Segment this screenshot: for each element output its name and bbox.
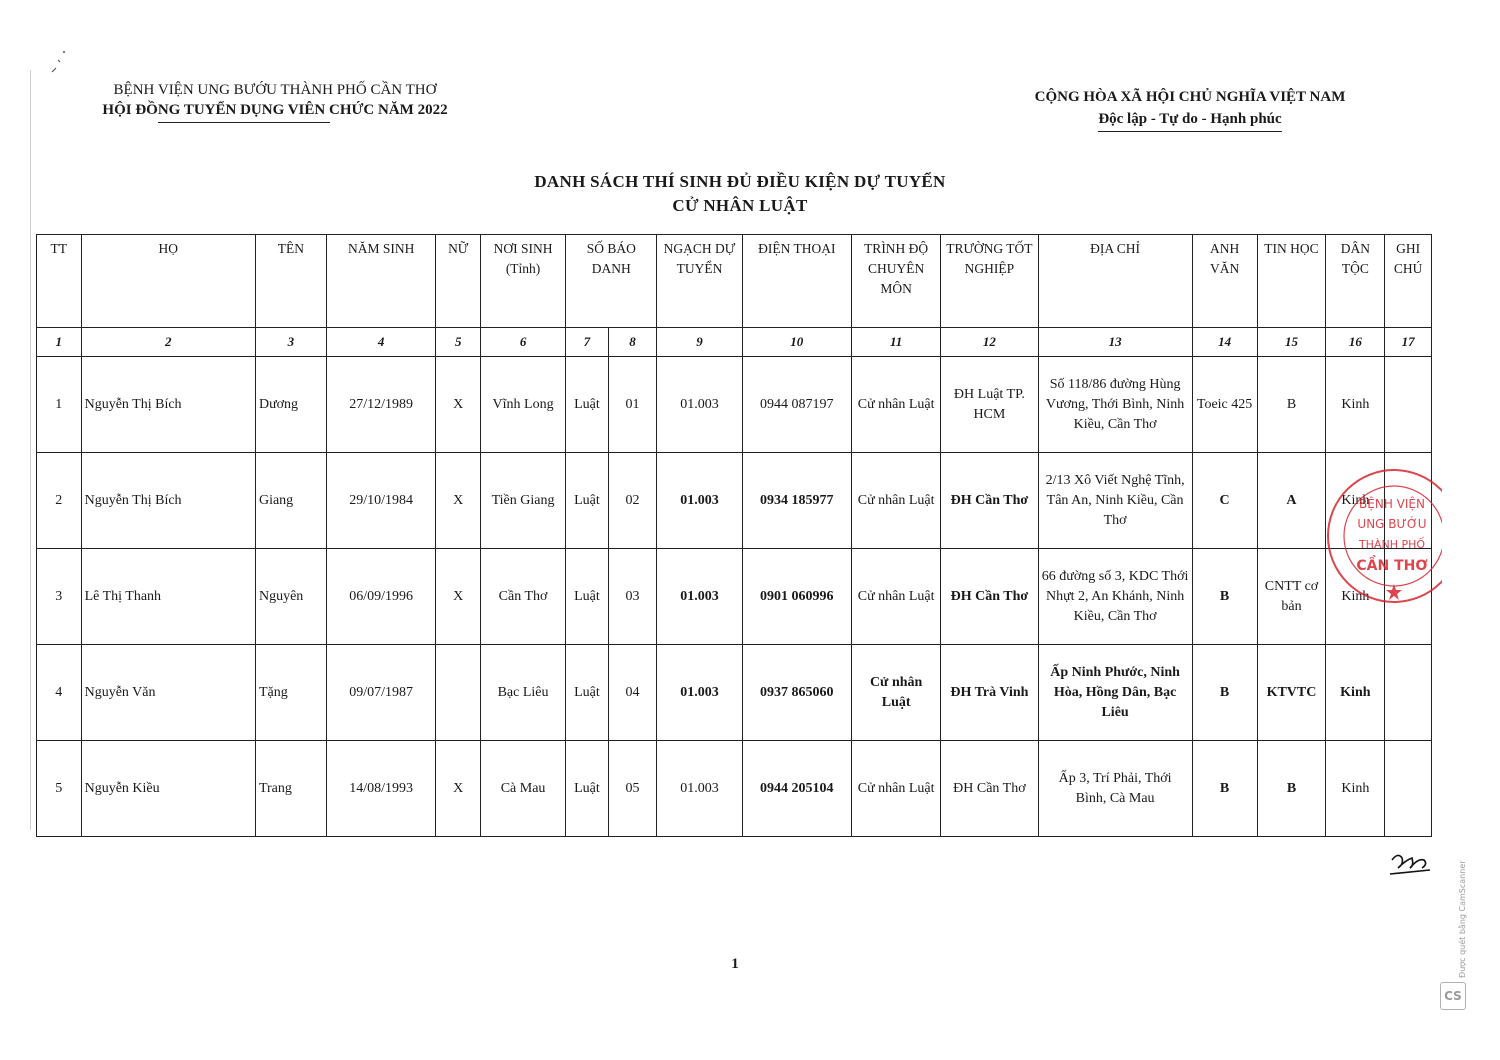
col-header-ho: HỌ bbox=[81, 235, 255, 328]
cell-sbd: 02 bbox=[608, 453, 657, 549]
col-number: 13 bbox=[1038, 328, 1192, 357]
cell-ngach: 01.003 bbox=[657, 549, 742, 645]
cell-dan-toc: Kinh bbox=[1326, 453, 1385, 549]
cell-sbd: 05 bbox=[608, 741, 657, 837]
col-number: 10 bbox=[742, 328, 851, 357]
cell-sbd: 04 bbox=[608, 645, 657, 741]
org-name: BỆNH VIỆN UNG BƯỚU THÀNH PHỐ CẦN THƠ bbox=[113, 82, 437, 98]
col-number: 12 bbox=[941, 328, 1038, 357]
cell-ten: Trang bbox=[255, 741, 326, 837]
cell-dien-thoai: 0937 865060 bbox=[742, 645, 851, 741]
col-number: 9 bbox=[657, 328, 742, 357]
cell-trinh-do: Cử nhân Luật bbox=[852, 645, 941, 741]
col-number: 4 bbox=[326, 328, 435, 357]
table-row bbox=[37, 357, 1432, 453]
col-number: 3 bbox=[255, 328, 326, 357]
col-number: 2 bbox=[81, 328, 255, 357]
stamp-text-city1: THÀNH PHỐ bbox=[1358, 538, 1426, 551]
table-row bbox=[37, 453, 1432, 549]
col-number: 5 bbox=[436, 328, 481, 357]
cell-dan-toc: Kinh bbox=[1326, 357, 1385, 453]
cell-nam-sinh: 29/10/1984 bbox=[326, 453, 435, 549]
scan-edge-line bbox=[30, 70, 31, 830]
candidate-table bbox=[36, 234, 1432, 837]
cell-truong: ĐH Cần Thơ bbox=[941, 741, 1038, 837]
col-number: 1 bbox=[37, 328, 82, 357]
cell-nganh: Luật bbox=[566, 741, 609, 837]
scan-speck-mark bbox=[50, 48, 70, 78]
nation-motto: Độc lập - Tự do - Hạnh phúc bbox=[1098, 108, 1281, 132]
nation-name: CỘNG HÒA XÃ HỘI CHỦ NGHĨA VIỆT NAM bbox=[1034, 89, 1346, 105]
col-header-dien-thoai: ĐIỆN THOẠI bbox=[742, 235, 851, 328]
cell-ten: Dương bbox=[255, 357, 326, 453]
cell-dia-chi: Ấp 3, Trí Phải, Thới Bình, Cà Mau bbox=[1038, 741, 1192, 837]
col-header-trinh-do: TRÌNH ĐỘ CHUYÊN MÔN bbox=[852, 235, 941, 328]
cell-ho: Nguyễn Văn bbox=[81, 645, 255, 741]
cell-anh-van: B bbox=[1192, 645, 1257, 741]
col-number: 11 bbox=[852, 328, 941, 357]
cell-dia-chi: Số 118/86 đường Hùng Vương, Thới Bình, Ninh Kiều, Cần Thơ bbox=[1038, 357, 1192, 453]
col-header-tt: TT bbox=[37, 235, 82, 328]
cell-nu: X bbox=[436, 357, 481, 453]
org-underline bbox=[158, 122, 330, 123]
cell-sbd: 03 bbox=[608, 549, 657, 645]
cell-nu bbox=[436, 645, 481, 741]
cell-noi-sinh: Tiền Giang bbox=[480, 453, 565, 549]
col-header-dan-toc: DÂN TỘC bbox=[1326, 235, 1385, 328]
cell-truong: ĐH Trà Vinh bbox=[941, 645, 1038, 741]
page-number: 1 bbox=[731, 956, 739, 972]
cell-nam-sinh: 09/07/1987 bbox=[326, 645, 435, 741]
cell-dien-thoai: 0901 060996 bbox=[742, 549, 851, 645]
col-header-anh-van: ANH VĂN bbox=[1192, 235, 1257, 328]
title-line-1: DANH SÁCH THÍ SINH ĐỦ ĐIỀU KIỆN DỰ TUYỂN bbox=[534, 172, 946, 191]
table-row bbox=[37, 741, 1432, 837]
cell-dia-chi: Ấp Ninh Phước, Ninh Hòa, Hồng Dân, Bạc Liêu bbox=[1038, 645, 1192, 741]
cell-tt: 2 bbox=[37, 453, 82, 549]
cell-tin-hoc: B bbox=[1257, 741, 1326, 837]
cell-dia-chi: 66 đường số 3, KDC Thới Nhựt 2, An Khánh, Ninh Kiều, Cần Thơ bbox=[1038, 549, 1192, 645]
col-header-tin-hoc: TIN HỌC bbox=[1257, 235, 1326, 328]
cell-ngach: 01.003 bbox=[657, 741, 742, 837]
cell-ho: Nguyễn Thị Bích bbox=[81, 453, 255, 549]
cell-anh-van: Toeic 425 bbox=[1192, 357, 1257, 453]
cell-tt: 3 bbox=[37, 549, 82, 645]
cell-ho: Nguyễn Thị Bích bbox=[81, 357, 255, 453]
col-number: 17 bbox=[1385, 328, 1432, 357]
cell-nu: X bbox=[436, 549, 481, 645]
scanner-watermark-text: Được quét bằng CamScanner bbox=[1458, 860, 1467, 978]
col-number: 15 bbox=[1257, 328, 1326, 357]
cell-tin-hoc: A bbox=[1257, 453, 1326, 549]
col-header-ten: TÊN bbox=[255, 235, 326, 328]
cell-anh-van: C bbox=[1192, 453, 1257, 549]
cell-dan-toc: Kinh bbox=[1326, 549, 1385, 645]
table-row bbox=[37, 549, 1432, 645]
cell-ngach: 01.003 bbox=[657, 453, 742, 549]
cell-dan-toc: Kinh bbox=[1326, 741, 1385, 837]
org-header bbox=[60, 80, 490, 120]
cell-nam-sinh: 27/12/1989 bbox=[326, 357, 435, 453]
col-header-nam-sinh: NĂM SINH bbox=[326, 235, 435, 328]
title-line-2: CỬ NHÂN LUẬT bbox=[672, 196, 808, 215]
cell-tt: 4 bbox=[37, 645, 82, 741]
cell-ten: Giang bbox=[255, 453, 326, 549]
cell-ho: Lê Thị Thanh bbox=[81, 549, 255, 645]
cell-ghi-chu bbox=[1385, 453, 1432, 549]
cell-ngach: 01.003 bbox=[657, 357, 742, 453]
col-number: 16 bbox=[1326, 328, 1385, 357]
cell-dien-thoai: 0934 185977 bbox=[742, 453, 851, 549]
signature-initials bbox=[1388, 848, 1434, 878]
cell-noi-sinh: Bạc Liêu bbox=[480, 645, 565, 741]
cell-trinh-do: Cử nhân Luật bbox=[852, 453, 941, 549]
header-row bbox=[37, 235, 1432, 328]
cell-noi-sinh: Cần Thơ bbox=[480, 549, 565, 645]
cell-nu: X bbox=[436, 741, 481, 837]
cell-noi-sinh: Vĩnh Long bbox=[480, 357, 565, 453]
cell-trinh-do: Cử nhân Luật bbox=[852, 741, 941, 837]
cell-ten: Tặng bbox=[255, 645, 326, 741]
cell-sbd: 01 bbox=[608, 357, 657, 453]
col-header-so-bao-danh: SỐ BÁO DANH bbox=[566, 235, 657, 328]
cell-noi-sinh: Cà Mau bbox=[480, 741, 565, 837]
cell-ghi-chu bbox=[1385, 645, 1432, 741]
cell-nganh: Luật bbox=[566, 645, 609, 741]
col-header-truong: TRƯỜNG TỐT NGHIỆP bbox=[941, 235, 1038, 328]
stamp-text-mid: UNG BƯỚU bbox=[1357, 517, 1427, 531]
nation-header bbox=[990, 86, 1390, 132]
stamp-text-city2: CẦN THƠ bbox=[1356, 558, 1428, 574]
cell-tin-hoc: B bbox=[1257, 357, 1326, 453]
cell-ngach: 01.003 bbox=[657, 645, 742, 741]
cell-truong: ĐH Luật TP. HCM bbox=[941, 357, 1038, 453]
cell-truong: ĐH Cần Thơ bbox=[941, 453, 1038, 549]
cell-tin-hoc: CNTT cơ bản bbox=[1257, 549, 1326, 645]
council-name: HỘI ĐỒNG TUYỂN DỤNG VIÊN CHỨC NĂM 2022 bbox=[102, 102, 448, 118]
col-header-noi-sinh: NƠI SINH (Tỉnh) bbox=[480, 235, 565, 328]
cell-anh-van: B bbox=[1192, 549, 1257, 645]
table-row bbox=[37, 645, 1432, 741]
cell-nganh: Luật bbox=[566, 549, 609, 645]
cell-ghi-chu bbox=[1385, 357, 1432, 453]
cell-nu: X bbox=[436, 453, 481, 549]
column-number-row bbox=[37, 328, 1432, 357]
col-header-nu: NỮ bbox=[436, 235, 481, 328]
col-number: 14 bbox=[1192, 328, 1257, 357]
cell-ten: Nguyên bbox=[255, 549, 326, 645]
cell-ghi-chu bbox=[1385, 741, 1432, 837]
cell-nam-sinh: 14/08/1993 bbox=[326, 741, 435, 837]
stamp-text-top: BỆNH VIỆN bbox=[1359, 497, 1425, 511]
col-header-dia-chi: ĐỊA CHỈ bbox=[1038, 235, 1192, 328]
cell-tin-hoc: KTVTC bbox=[1257, 645, 1326, 741]
cell-tt: 5 bbox=[37, 741, 82, 837]
cell-truong: ĐH Cần Thơ bbox=[941, 549, 1038, 645]
document-title bbox=[440, 170, 1040, 218]
col-number: 7 bbox=[566, 328, 609, 357]
col-number: 6 bbox=[480, 328, 565, 357]
cell-ho: Nguyễn Kiều bbox=[81, 741, 255, 837]
cell-ghi-chu bbox=[1385, 549, 1432, 645]
cell-dien-thoai: 0944 087197 bbox=[742, 357, 851, 453]
cell-nam-sinh: 06/09/1996 bbox=[326, 549, 435, 645]
cell-nganh: Luật bbox=[566, 357, 609, 453]
col-header-ghi-chu: GHI CHÚ bbox=[1385, 235, 1432, 328]
cell-dien-thoai: 0944 205104 bbox=[742, 741, 851, 837]
cell-dan-toc: Kinh bbox=[1326, 645, 1385, 741]
cell-dia-chi: 2/13 Xô Viết Nghệ Tĩnh, Tân An, Ninh Kiều, Cần Thơ bbox=[1038, 453, 1192, 549]
cell-trinh-do: Cử nhân Luật bbox=[852, 357, 941, 453]
cell-tt: 1 bbox=[37, 357, 82, 453]
cell-trinh-do: Cử nhân Luật bbox=[852, 549, 941, 645]
cell-nganh: Luật bbox=[566, 453, 609, 549]
col-header-ngach: NGẠCH DỰ TUYỂN bbox=[657, 235, 742, 328]
cell-anh-van: B bbox=[1192, 741, 1257, 837]
camscanner-logo-icon: CS bbox=[1440, 982, 1466, 1010]
col-number: 8 bbox=[608, 328, 657, 357]
